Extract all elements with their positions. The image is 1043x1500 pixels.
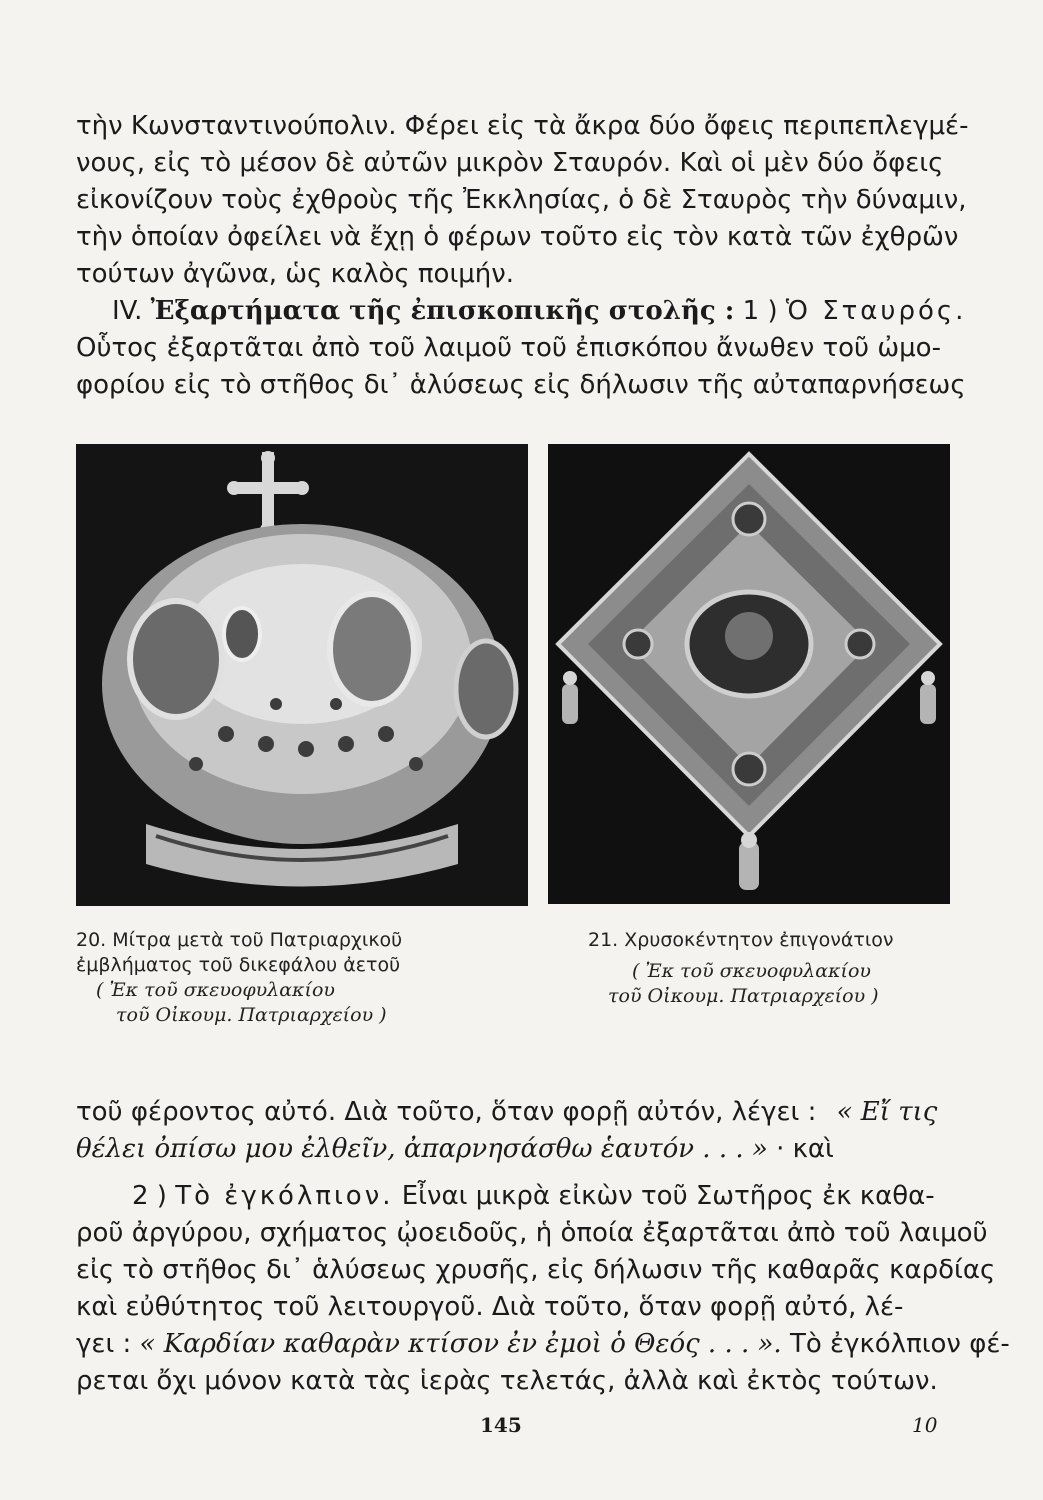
section-iv [76, 293, 967, 404]
text-line: νους, εἰς τὸ μέσον δὲ αὐτῶν μικρὸν Σταυρόν. Καὶ οἱ μὲν δύο ὄφεις [76, 148, 944, 178]
caption-line: τοῦ Οἰκουμ. Πατριαρχείου ) [608, 985, 879, 1007]
text-line: τὴν Κωνσταντινούπολιν. Φέρει εἰς τὰ ἄκρα δύο ὄφεις περιπεπλεγμέ- [76, 111, 969, 141]
mitre-photo [76, 444, 528, 906]
caption-line: ( Ἐκ τοῦ σκευοφυλακίου [96, 979, 335, 1001]
text-span: Εἶναι μικρὰ εἰκὼν τοῦ Σωτῆρος ἐκ καθα- [401, 1181, 935, 1211]
epigonation-photo [548, 444, 950, 904]
paragraph-continuation [76, 108, 969, 293]
page-number: 145 [480, 1413, 522, 1437]
item-number: 1 ) [742, 296, 778, 326]
text-line: ρεται ὄχι μόνον κατὰ τὰς ἱερὰς τελετάς, ἀλλὰ καὶ ἐκτὸς τούτων. [76, 1366, 938, 1396]
text-line [76, 1131, 946, 1168]
caption-line: ( Ἐκ τοῦ σκευοφυλακίου [632, 960, 871, 982]
text-line [76, 1326, 1010, 1363]
mitre-image [76, 444, 528, 906]
caption-line: τοῦ Οἰκουμ. Πατριαρχείου ) [116, 1004, 387, 1026]
text-span: Τὸ ἐγκόλπιον φέ- [789, 1329, 1010, 1359]
text-span: γει : [76, 1329, 132, 1359]
caption-line: ἐμβλήματος τοῦ δικεφάλου ἀετοῦ [76, 954, 401, 976]
text-line: Οὗτος ἐξαρτᾶται ἀπὸ τοῦ λαιμοῦ τοῦ ἐπισκόπου ἄνωθεν τοῦ ὠμο- [76, 333, 941, 363]
signature-mark: 10 [912, 1413, 938, 1437]
text-line: τούτων ἀγῶνα, ὡς καλὸς ποιμήν. [76, 259, 515, 289]
text-span: τοῦ φέροντος αὐτό. Διὰ τοῦτο, ὅταν φορῇ αὐτόν, λέγει : [76, 1097, 817, 1127]
fig21-caption [588, 928, 928, 1009]
text-line [76, 1094, 946, 1131]
quote-text: « Εἴ τις [836, 1097, 938, 1127]
text-line: εἰς τὸ στῆθος δι᾽ ἁλύσεως χρυσῆς, εἰς δήλωσιν τῆς καθαρᾶς καρδίας [76, 1255, 996, 1285]
item-title: Τὸ ἐγκόλπιον. [175, 1181, 394, 1211]
quote-text: « Καρδίαν καθαρὰν κτίσον ἐν ἐμοὶ ὁ Θεός . . . ». [139, 1329, 782, 1359]
item-title: Ὁ Σταυρός. [785, 296, 967, 326]
text-line: τὴν ὁποίαν ὀφείλει νὰ ἔχῃ ὁ φέρων τοῦτο εἰς τὸν κατὰ τῶν ἐχθρῶν [76, 222, 959, 252]
quote-text: θέλει ὀπίσω μου ἐλθεῖν, ἀπαρνησάσθω ἑαυτόν . . . » [76, 1134, 768, 1164]
text-line: εἰκονίζουν τοὺς ἐχθροὺς τῆς Ἐκκλησίας, ὁ δὲ Σταυρὸς τὴν δύναμιν, [76, 185, 967, 215]
text-line: καὶ εὐθύτητος τοῦ λειτουργοῦ. Διὰ τοῦτο, ὅταν φορῇ αὐτό, λέ- [76, 1292, 904, 1322]
section-heading-line [76, 293, 967, 330]
text-line: ροῦ ἀργύρου, σχήματος ᾠοειδοῦς, ἡ ὁποία ἐξαρτᾶται ἀπὸ τοῦ λαιμοῦ [76, 1218, 988, 1248]
caption-line: 20. Μίτρα μετὰ τοῦ Πατριαρχικοῦ [76, 929, 403, 951]
section-number: IV. [112, 296, 143, 326]
paragraph-enkolpion [76, 1178, 1010, 1400]
paragraph-quote [76, 1094, 946, 1168]
text-line: φορίου εἰς τὸ στῆθος δι᾽ ἁλύσεως εἰς δήλωσιν τῆς αὐταπαρνήσεως [76, 370, 966, 400]
fig20-caption [76, 928, 403, 1028]
text-span: · καὶ [776, 1134, 834, 1164]
epigonation-image [548, 444, 950, 904]
item-number: 2 ) [132, 1181, 167, 1211]
caption-line: 21. Χρυσοκέντητον ἐπιγονάτιον [588, 929, 894, 951]
section-heading: Ἐξαρτήματα τῆς ἐπισκοπικῆς στολῆς : [150, 296, 735, 326]
text-line [76, 1178, 946, 1215]
